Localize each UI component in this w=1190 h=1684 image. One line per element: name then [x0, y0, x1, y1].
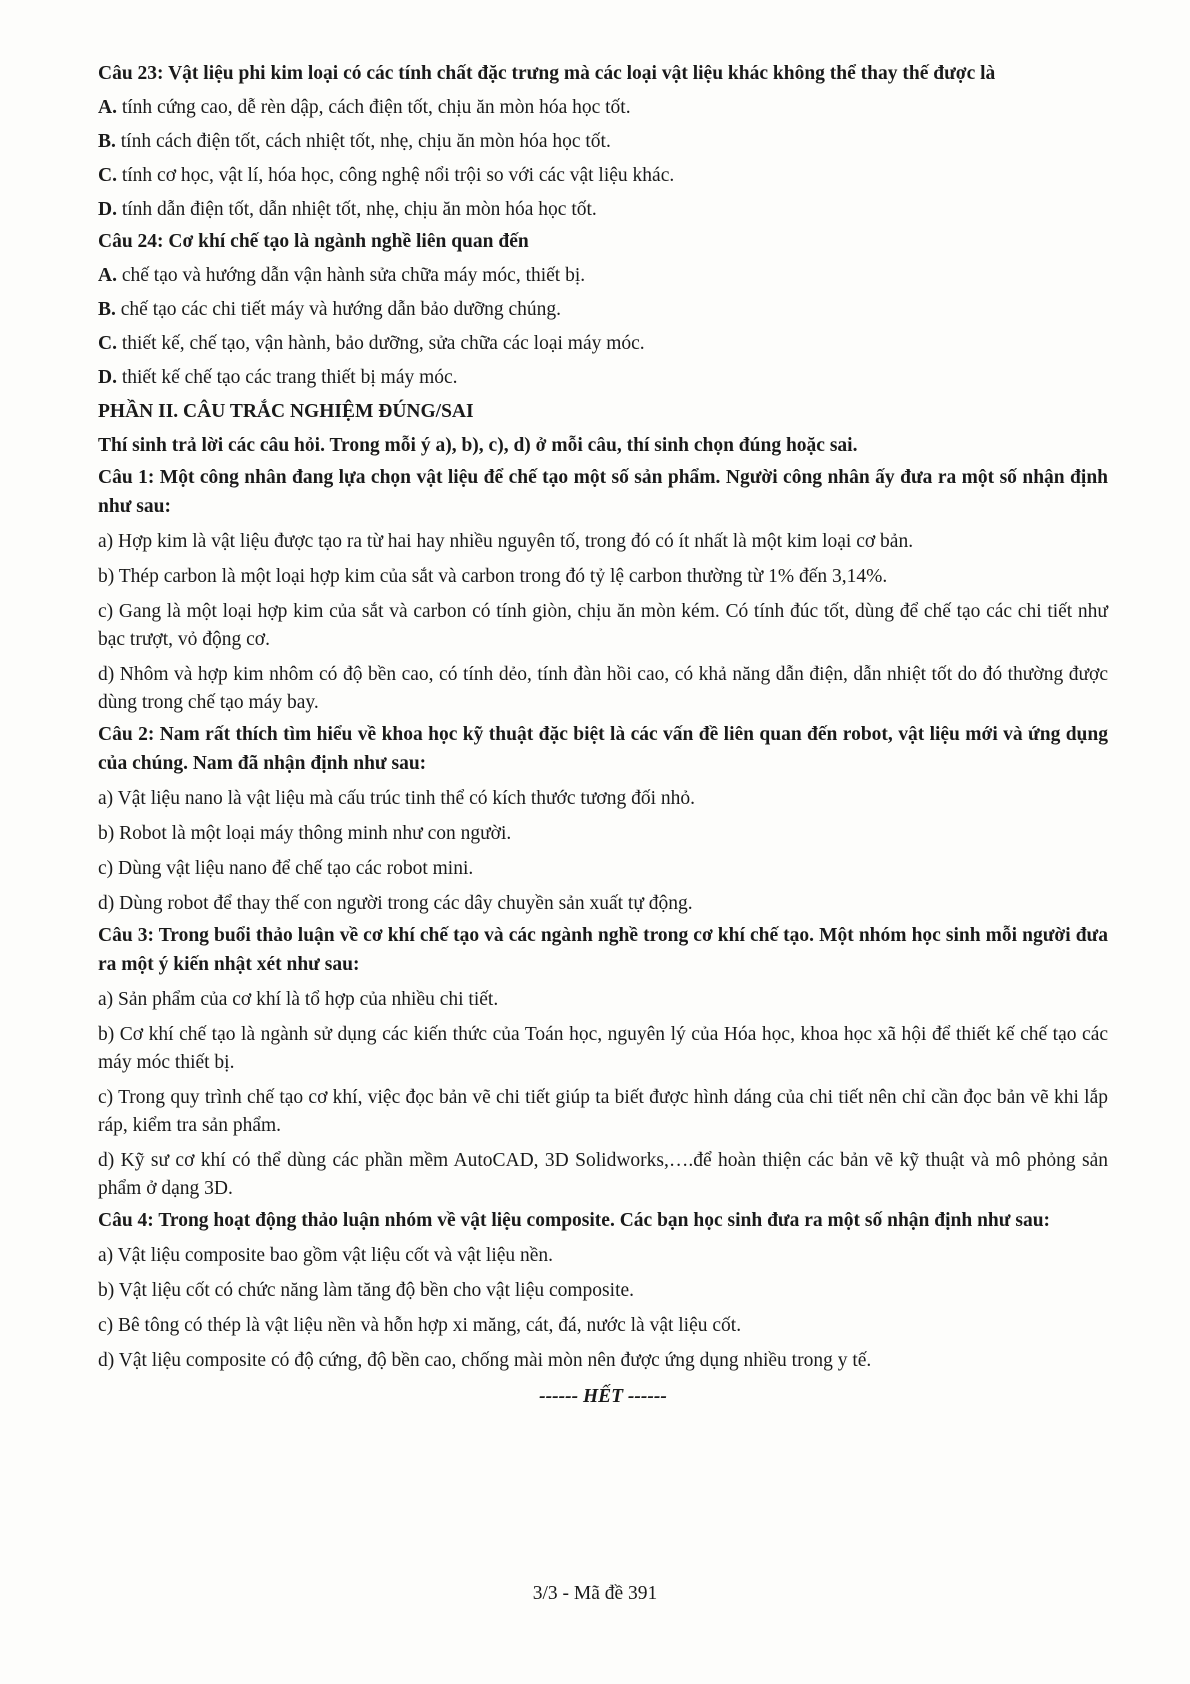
statement-a: a) Hợp kim là vật liệu được tạo ra từ hai hay nhiều nguyên tố, trong đó có ít nhất là một kim loại cơ bản. [98, 531, 914, 552]
question-23-heading [98, 59, 1108, 88]
option-d [98, 196, 1108, 224]
option-letter: B. [98, 131, 116, 152]
option-letter: A. [98, 97, 117, 118]
option-letter: C. [98, 165, 117, 186]
option-text: tính cách điện tốt, cách nhiệt tốt, nhẹ, chịu ăn mòn hóa học tốt. [120, 131, 611, 152]
question-text: Trong buổi thảo luận về cơ khí chế tạo và các ngành nghề trong cơ khí chế tạo. Một nhóm học sinh mỗi người đưa ra một ý kiến nhật xét như sau: [98, 925, 1108, 975]
question-text: Vật liệu phi kim loại có các tính chất đặc trưng mà các loại vật liệu khác không thể thay thế được là [168, 63, 996, 84]
option-c [98, 162, 1108, 190]
option-letter: D. [98, 199, 117, 220]
statement-a: a) Vật liệu nano là vật liệu mà cấu trúc tinh thể có kích thước tương đối nhỏ. [98, 788, 695, 809]
statement-a: a) Vật liệu composite bao gồm vật liệu cốt và vật liệu nền. [98, 1245, 554, 1266]
exam-content [98, 56, 1108, 1411]
question-label: Câu 3: [98, 925, 154, 946]
statement-d: d) Dùng robot để thay thế con người trong các dây chuyền sản xuất tự động. [98, 893, 693, 914]
option-b [98, 296, 1108, 324]
page-footer: 3/3 - Mã đề 391 [532, 1583, 658, 1604]
option-letter: C. [98, 333, 117, 354]
option-letter: B. [98, 299, 116, 320]
statement-b: b) Thép carbon là một loại hợp kim của sắt và carbon trong đó tỷ lệ carbon thường từ 1% đến 3,14%. [98, 566, 888, 587]
tf-question-2-heading [98, 720, 1108, 778]
question-text: Một công nhân đang lựa chọn vật liệu để chế tạo một số sản phẩm. Người công nhân ấy đưa ra một số nhận định như sau: [98, 467, 1109, 517]
statement-a: a) Sản phẩm của cơ khí là tổ hợp của nhiều chi tiết. [98, 989, 499, 1010]
option-a [98, 94, 1108, 122]
option-letter: A. [98, 265, 117, 286]
option-text: thiết kế, chế tạo, vận hành, bảo dưỡng, sửa chữa các loại máy móc. [121, 333, 645, 354]
option-b [98, 128, 1108, 156]
statement-d: d) Nhôm và hợp kim nhôm có độ bền cao, có tính dẻo, tính đàn hồi cao, có khả năng dẫn điện, dẫn nhiệt tốt do đó thường được dùng trong chế tạo máy bay. [98, 664, 1108, 713]
tf-question-1-heading [98, 463, 1108, 521]
question-text: Trong hoạt động thảo luận nhóm về vật liệu composite. Các bạn học sinh đưa ra một số nhận định như sau: [158, 1210, 1051, 1231]
option-text: tính cứng cao, dễ rèn dập, cách điện tốt, chịu ăn mòn hóa học tốt. [121, 97, 631, 118]
statement-d: d) Vật liệu composite có độ cứng, độ bền cao, chống mài mòn nên được ứng dụng nhiều trong y tế. [98, 1350, 872, 1371]
statement-d: d) Kỹ sư cơ khí có thể dùng các phần mềm AutoCAD, 3D Solidworks,….để hoàn thiện các bản vẽ kỹ thuật và mô phỏng sản phẩm ở dạng 3D. [98, 1150, 1108, 1199]
question-text: Nam rất thích tìm hiểu về khoa học kỹ thuật đặc biệt là các vấn đề liên quan đến robot, vật liệu mới và ứng dụng của chúng. Nam đã nhận định như sau: [98, 724, 1108, 774]
statement-c: c) Dùng vật liệu nano để chế tạo các robot mini. [98, 858, 474, 879]
question-label: Câu 24: [98, 231, 164, 252]
option-letter: D. [98, 367, 117, 388]
statement-b: b) Robot là một loại máy thông minh như con người. [98, 823, 512, 844]
option-text: tính cơ học, vật lí, hóa học, công nghệ nổi trội so với các vật liệu khác. [121, 165, 675, 186]
tf-question-4-heading [98, 1206, 1108, 1235]
statement-b: b) Cơ khí chế tạo là ngành sử dụng các kiến thức của Toán học, nguyên lý của Hóa học, khoa học xã hội để thiết kế chế tạo các máy móc thiết bị. [98, 1024, 1108, 1073]
option-a [98, 262, 1108, 290]
tf-question-3-heading [98, 921, 1108, 979]
option-text: chế tạo các chi tiết máy và hướng dẫn bảo dưỡng chúng. [120, 299, 562, 320]
option-d [98, 364, 1108, 392]
option-c [98, 330, 1108, 358]
section-instruction: Thí sinh trả lời các câu hỏi. Trong mỗi ý a), b), c), d) ở mỗi câu, thí sinh chọn đúng hoặc sai. [98, 435, 858, 456]
section-title: PHẦN II. CÂU TRẮC NGHIỆM ĐÚNG/SAI [98, 401, 474, 422]
statement-c: c) Bê tông có thép là vật liệu nền và hỗn hợp xi măng, cát, đá, nước là vật liệu cốt. [98, 1315, 742, 1336]
option-text: chế tạo và hướng dẫn vận hành sửa chữa máy móc, thiết bị. [121, 265, 586, 286]
option-text: thiết kế chế tạo các trang thiết bị máy móc. [121, 367, 458, 388]
question-label: Câu 4: [98, 1210, 154, 1231]
question-text: Cơ khí chế tạo là ngành nghề liên quan đến [168, 231, 529, 252]
option-text: tính dẫn điện tốt, dẫn nhiệt tốt, nhẹ, chịu ăn mòn hóa học tốt. [121, 199, 597, 220]
statement-c: c) Gang là một loại hợp kim của sắt và carbon có tính giòn, chịu ăn mòn kém. Có tính đúc tốt, dùng để chế tạo các chi tiết như bạc trượt, vỏ động cơ. [98, 601, 1108, 650]
question-label: Câu 1: [98, 467, 155, 488]
question-label: Câu 23: [98, 63, 164, 84]
question-24-heading [98, 227, 1108, 256]
statement-c: c) Trong quy trình chế tạo cơ khí, việc đọc bản vẽ chi tiết giúp ta biết được hình dáng của chi tiết nên chỉ cần đọc bản vẽ khi lắp ráp, kiểm tra sản phẩm. [98, 1087, 1108, 1136]
end-mark: ------ HẾT ------ [539, 1386, 667, 1407]
question-label: Câu 2: [98, 724, 155, 745]
statement-b: b) Vật liệu cốt có chức năng làm tăng độ bền cho vật liệu composite. [98, 1280, 635, 1301]
